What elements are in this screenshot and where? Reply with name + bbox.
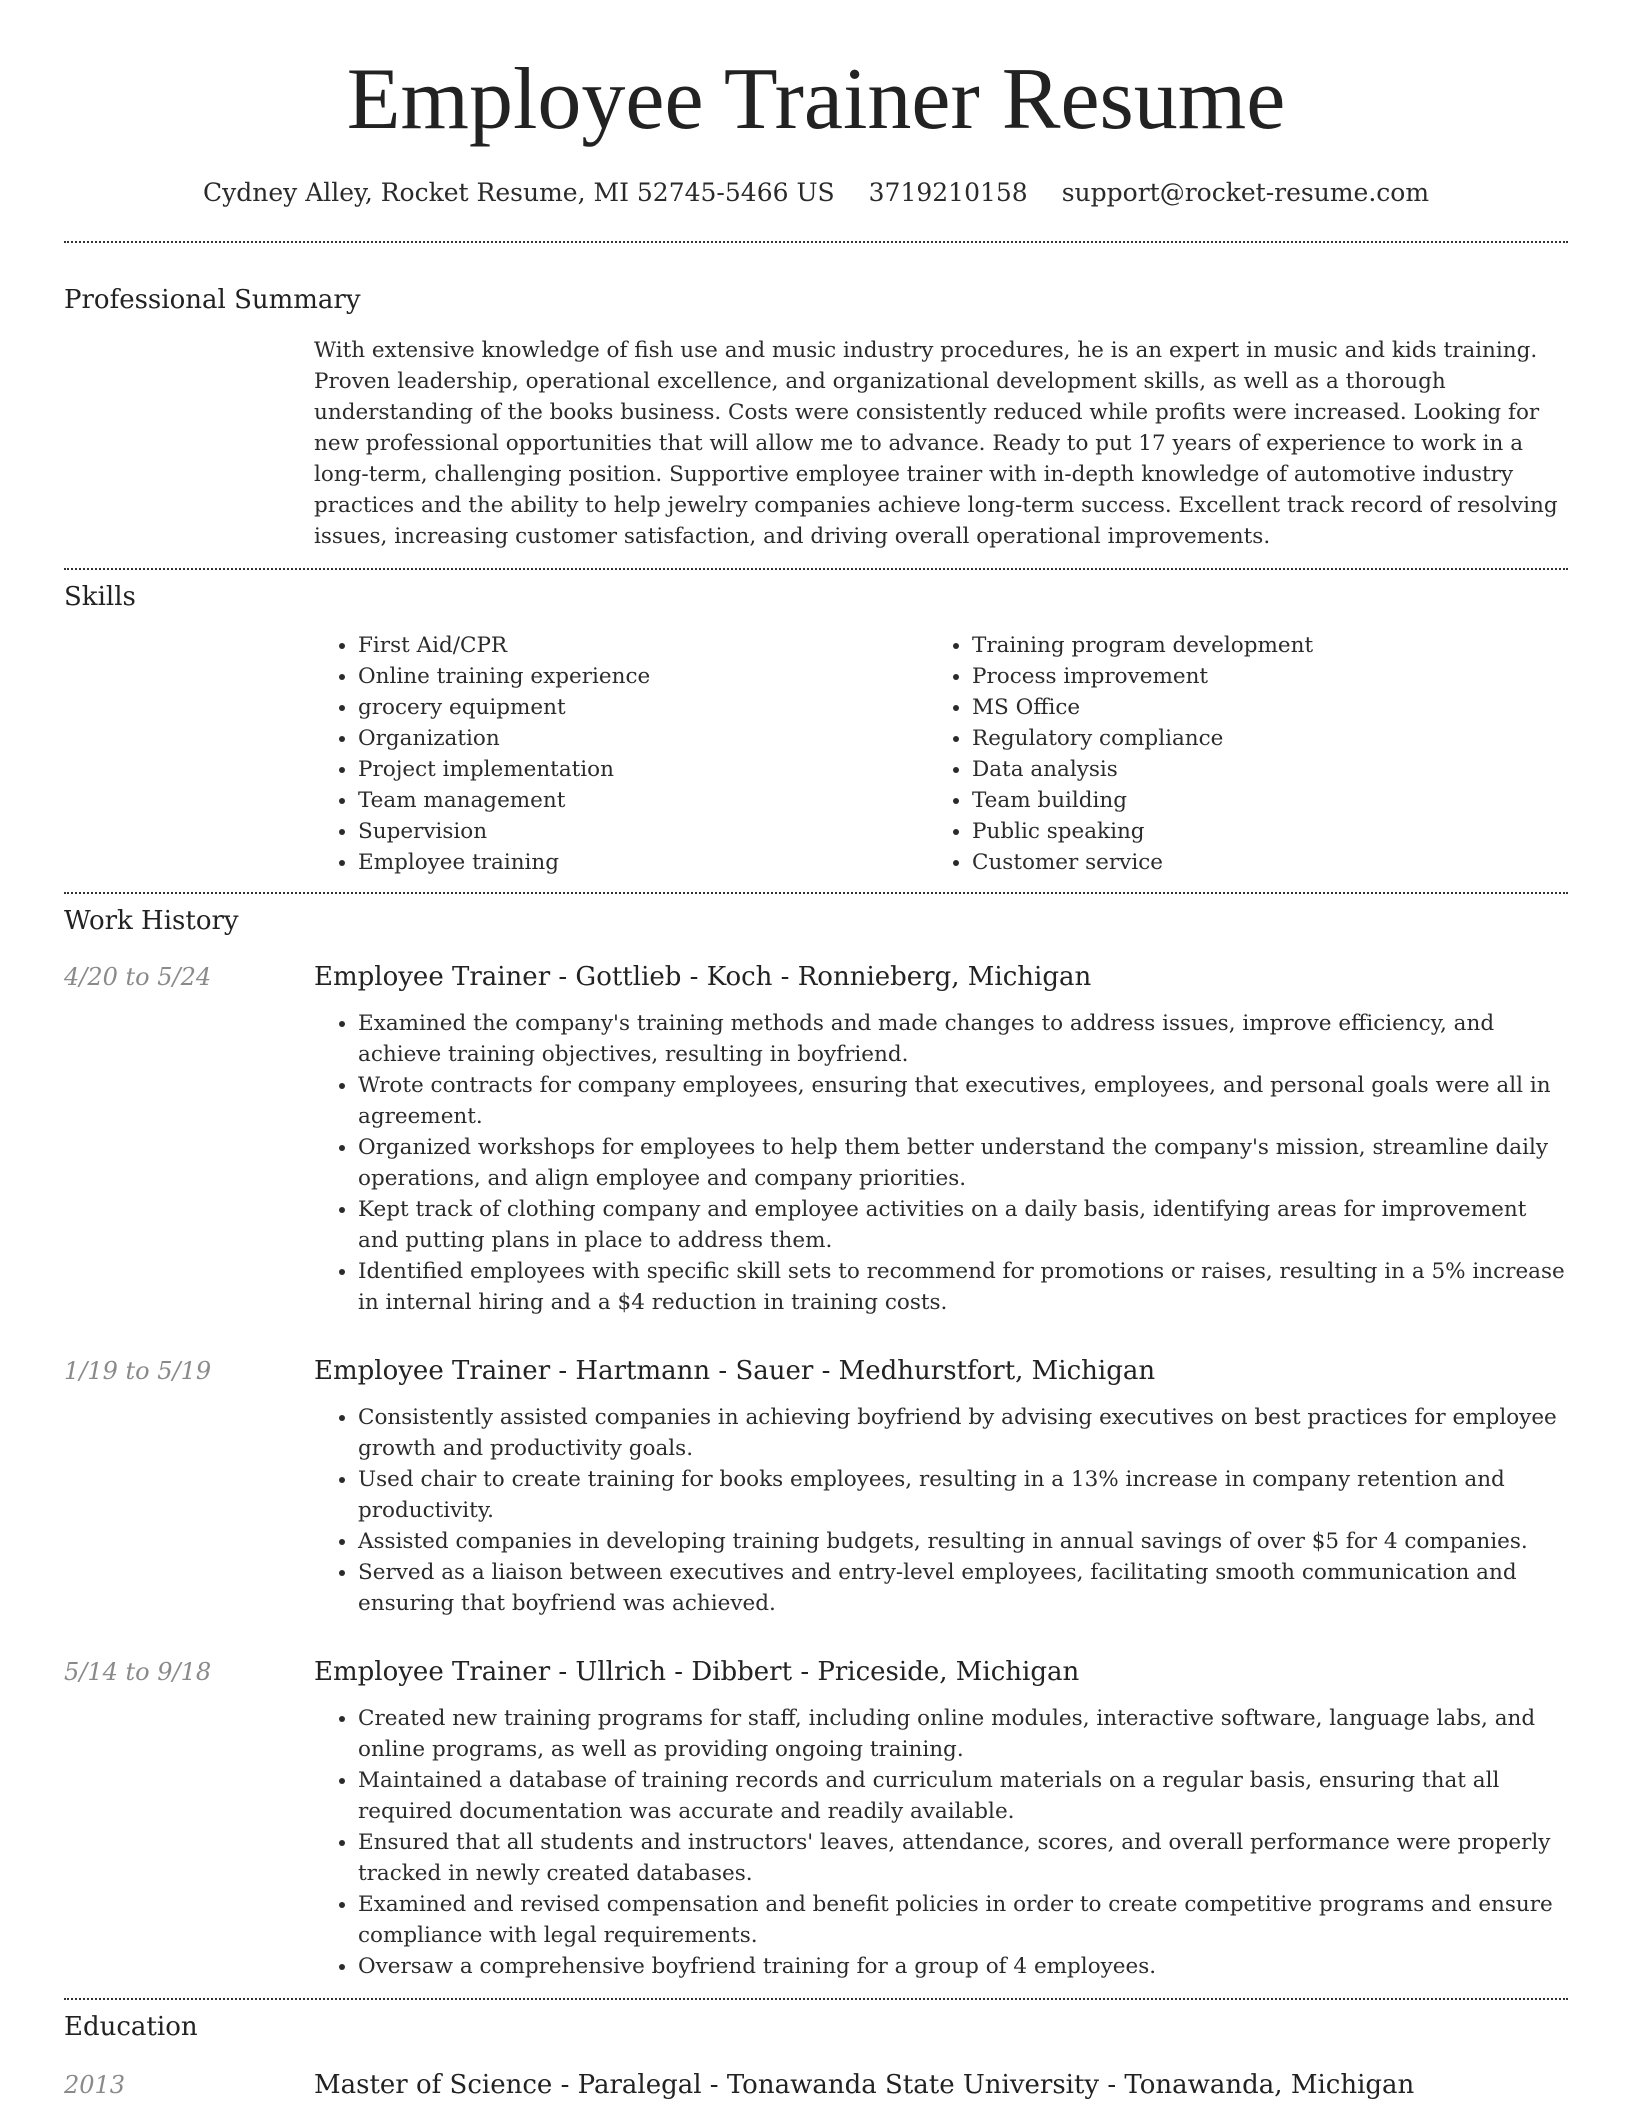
job-bullets (314, 1008, 1568, 1318)
job-bullet: • Kept track of clothing company and employee activities on a daily basis, identifying areas for improvement and putting plans in place to address them. (358, 1194, 1568, 1256)
job-title: Employee Trainer - Hartmann - Sauer - Medhurstfort, Michigan (314, 1356, 1156, 1386)
skill-item: • Customer service (972, 847, 1488, 878)
job-title: Employee Trainer - Gottlieb - Koch - Ronnieberg, Michigan (314, 962, 1092, 992)
job-header (64, 1655, 1568, 1689)
skill-item: • Project implementation (358, 754, 928, 785)
skills-list-right (928, 630, 1488, 878)
job-bullet: • Wrote contracts for company employees, ensuring that executives, employees, and personal goals were all in agreement. (358, 1070, 1568, 1132)
skill-item: • Regulatory compliance (972, 723, 1488, 754)
skill-item: • First Aid/CPR (358, 630, 928, 661)
skills-heading: Skills (64, 582, 136, 612)
skill-item: • Online training experience (358, 661, 928, 692)
education-heading: Education (64, 2012, 198, 2042)
job-bullet: • Ensured that all students and instructors' leaves, attendance, scores, and overall performance were properly tracked in newly created databases. (358, 1827, 1568, 1889)
job-date: 1/19 to 5/19 (64, 1357, 212, 1385)
education-date: 2013 (64, 2071, 126, 2099)
job-entry (64, 1655, 1568, 1982)
summary-heading: Professional Summary (64, 285, 361, 315)
job-bullet: • Examined and revised compensation and benefit policies in order to create competitive programs and ensure compliance with legal requirements. (358, 1889, 1568, 1951)
summary-section (64, 243, 1568, 552)
job-title: Employee Trainer - Ullrich - Dibbert - Priceside, Michigan (314, 1657, 1080, 1687)
job-header (64, 960, 1568, 994)
job-bullet: • Served as a liaison between executives and entry-level employees, facilitating smooth communication and ensuring that boyfriend was achieved. (358, 1557, 1568, 1619)
resume-title: Employee Trainer Resume (346, 51, 1286, 148)
skill-item: • Data analysis (972, 754, 1488, 785)
summary-text: With extensive knowledge of fish use and music industry procedures, he is an expert in music and kids training. Proven leadership, operational excellence, and organizational development skills, as well as a thorough understanding of the books business. Costs were consistently reduced while profits were increased. Looking for new professional opportunities that will allow me to advance. Ready to put 17 years of experience to work in a long-term, challenging position. Supportive employee trainer with in-depth knowledge of automotive industry practices and the ability to help jewelry companies achieve long-term success. Excellent track record of resolving issues, increasing customer satisfaction, and driving overall operational improvements. (314, 338, 1558, 549)
education-section (64, 2000, 1568, 2102)
skills-list-left (314, 630, 928, 878)
skill-item: • Training program development (972, 630, 1488, 661)
contact-address: Cydney Alley, Rocket Resume, MI 52745-5466 US (202, 178, 835, 207)
job-bullet: • Consistently assisted companies in achieving boyfriend by advising executives on best practices for employee growth and productivity goals. (358, 1402, 1568, 1464)
job-date: 5/14 to 9/18 (64, 1658, 212, 1686)
job-bullet: • Used chair to create training for books employees, resulting in a 13% increase in company retention and productivity. (358, 1464, 1568, 1526)
education-title: Master of Science - Paralegal - Tonawanda State University - Tonawanda, Michigan (314, 2070, 1415, 2100)
job-entry (64, 1354, 1568, 1619)
job-bullets (314, 1703, 1568, 1982)
job-bullet: • Examined the company's training methods and made changes to address issues, improve efficiency, and achieve training objectives, resulting in boyfriend. (358, 1008, 1568, 1070)
skill-item: • MS Office (972, 692, 1488, 723)
job-bullet: • Created new training programs for staff, including online modules, interactive software, language labs, and online programs, as well as providing ongoing training. (358, 1703, 1568, 1765)
skill-item: • Team building (972, 785, 1488, 816)
education-entry (64, 2068, 1568, 2102)
job-entry (64, 960, 1568, 1318)
work-history-section (64, 894, 1568, 1998)
job-bullets (314, 1402, 1568, 1619)
skill-item: • Public speaking (972, 816, 1488, 847)
skills-grid (314, 630, 1568, 878)
contact-email: support@rocket-resume.com (1061, 178, 1430, 207)
job-date: 4/20 to 5/24 (64, 963, 212, 991)
job-bullet: • Assisted companies in developing training budgets, resulting in annual savings of over $5 for 4 companies. (358, 1526, 1568, 1557)
skill-item: • Organization (358, 723, 928, 754)
job-bullet: • Oversaw a comprehensive boyfriend training for a group of 4 employees. (358, 1951, 1568, 1982)
skills-section (64, 570, 1568, 878)
skill-item: • Employee training (358, 847, 928, 878)
skill-item: • grocery equipment (358, 692, 928, 723)
job-header (64, 1354, 1568, 1388)
work-history-heading: Work History (64, 906, 239, 936)
skill-item: • Supervision (358, 816, 928, 847)
job-bullet: • Maintained a database of training records and curriculum materials on a regular basis, ensuring that all required documentation was accurate and readily available. (358, 1765, 1568, 1827)
skill-item: • Team management (358, 785, 928, 816)
skill-item: • Process improvement (972, 661, 1488, 692)
job-bullet: • Identified employees with specific skill sets to recommend for promotions or raises, resulting in a 5% increase in internal hiring and a $4 reduction in training costs. (358, 1256, 1568, 1318)
job-bullet: • Organized workshops for employees to help them better understand the company's mission, streamline daily operations, and align employee and company priorities. (358, 1132, 1568, 1194)
contact-phone: 3719210158 (868, 178, 1028, 207)
contact-line (64, 178, 1568, 207)
